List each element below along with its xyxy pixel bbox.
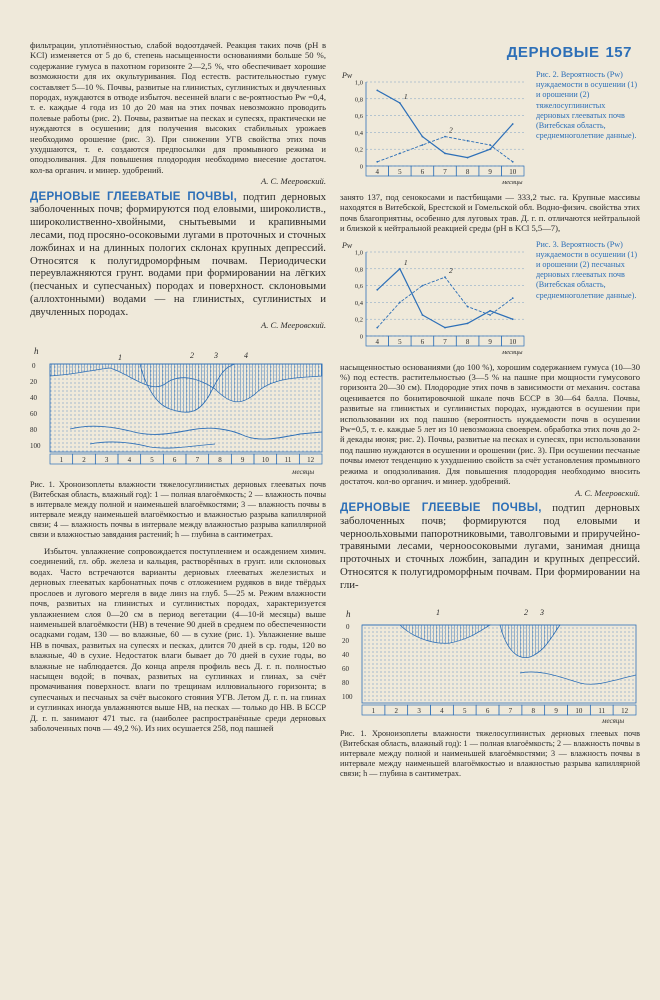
axis-h-label: h (34, 346, 39, 357)
month-tick-label: 9 (554, 707, 558, 716)
data-point (422, 136, 424, 138)
x-tick-label: 6 (420, 337, 425, 346)
curve-label: 4 (244, 351, 248, 361)
data-point (422, 284, 424, 286)
x-tick-label: 7 (443, 168, 447, 176)
y-tick-label: 0 (359, 163, 363, 171)
month-tick-label: 12 (307, 456, 315, 465)
page-number: 157 (605, 44, 632, 61)
probability-chart-fig3 (340, 240, 530, 358)
series-label: 2 (449, 265, 453, 275)
data-point (489, 310, 491, 312)
tick-label: 40 (30, 394, 37, 403)
month-tick-label: 1 (371, 707, 376, 716)
data-point (467, 140, 469, 142)
x-tick-label: 10 (509, 168, 517, 176)
data-point (512, 123, 514, 125)
series-line-2 (377, 137, 512, 162)
tick-label: 100 (30, 442, 41, 451)
paragraph-body: насыщенностью основаниями (до 100 %), хорошим содержанием гумуса (10—30 %) под естеств. растительностью (3—5 % на пашне при мощности гумусового горизонта 20—30 см). Плодородие этих почв в зависимости от механич. состава оценивается по бонитировочной шкале почв БССР в 30—64 балла. Почвы, развитые на глинистых и суглинистых породах, нуждаются в осушении при использовании их под пашню (вероятность нуждаемости почв в осушении Pw=0,5, т. е. каждые 5 лет из 10 невозможна своеврем. обработка этих почв до 2-й декады июня; рис. 2). Почвы, развитые на песках и супесях, при использовании под пашню нуждаются в осушении и орошении (рис. 3). При осушении песчаные почвы имеют тенденцию к ухудшению свойств за счёт установления промывного режима и оподзоливания. Для повышения плодородия необходимо вносить достаточ. кол-во органич. и минер. удобрений. (340, 361, 640, 487)
plot-area (362, 625, 636, 703)
x-tick-label: 9 (488, 168, 492, 176)
curve-label: 1 (436, 608, 440, 618)
data-point (489, 144, 491, 146)
tick-label: 40 (342, 651, 349, 660)
tick-label: 80 (30, 426, 37, 435)
paragraph-body: Избыточ. увлажнение сопровождается поступлением и осаждением химич. соединений, гл. обр. железа и кальция, растворённых в грунт. или склоновых водах. Часто встречаются варианты дерновых глееватых железистых и дерновых глееватых карбонатных почв с отложением рудяков в виде твёрдых прослоев и лугового мергеля в виде линз на глуб. 5—25 м. Режим влажности почв, развитых на глинистых и суглинистых породах, характеризуется увлажнением слоя 0—20 см в период вегетации (4—10-й месяцы) выше наименьшей влагоёмкости (НВ) в течение 90 дней в среднем по обеспеченности осадками годам, 130 — во влажные, 60 — в сухие (рис. 1). Увлажнение выше НВ в почвах, развитых на супесях и песках, длится 70 дней в ср. годы, 120 во влажные, 40 в сухие. Недостаток влаги бывает до 70 дней в сухие годы, во влажные не наблюдается. До конца апреля профиль весь Д. г. п. полностью насыщен водой; в почвах, развитых на суглинках и глинах, за счёт промачивания поверхност. влаги по трещинам иллювиального горизонта; в супесчаных и песчаных за счёт высокого стояния УГВ. Летом Д. г. п. на глинах и суглинках иногда увлажняются выше НВ, на песках — только до НВ. В БССР Д. г. п. занимают 471 тыс. га (наиболее распространённые среди дерновых заболоченных почв — 49,2 %). Из них осушается 258, под пашней (30, 546, 326, 733)
month-tick-label: 7 (195, 456, 200, 465)
month-tick-label: 12 (621, 707, 629, 716)
tick-label: 80 (342, 679, 349, 688)
month-tick-label: 10 (261, 456, 269, 465)
depth-ticks (30, 362, 41, 450)
series-label: 2 (449, 125, 453, 135)
month-tick-label: 9 (240, 456, 245, 465)
article-body: подтип дерновых заболоченных почв; формируются под еловыми и черноольховыми папоротниковыми, таволговыми и приручейно-травяными лесами, черноосоковыми лугами, занимая днища проточных и сточных ложбин, западин и крупных депрессий. Относятся к полугидроморфным почвам. При формировании на гли- (340, 501, 641, 591)
article-dernovye-gleevatye (30, 191, 326, 319)
y-tick-label: 1,0 (354, 79, 363, 87)
article-body: подтип дерновых заболоченных почв; формируются под еловыми, широколиств., широколиственно-хвойными, снытьевыми и крапивными лесами, под просяно-осоковыми лугами в проточных и сточных ложбинах и на длинных пологих склонах крупных депрессий. Относятся к полугидроморфным почвам. Периодически переувлажняются грунт. водами при формировании на лёгких (песчаных и супесчаных) породах и поверхност. склоновыми (аллохтонными) водами — на глинистых, суглинистых и двучленных породах. (30, 190, 326, 318)
data-point (399, 153, 401, 155)
x-tick-label: 7 (443, 337, 447, 346)
curve-labels (118, 351, 248, 362)
y-tick-label: 0 (359, 333, 363, 341)
x-tick-label: 8 (465, 337, 470, 346)
x-tick-label: 5 (398, 337, 402, 346)
author-signature: А. С. Мееровский. (574, 487, 640, 498)
data-point (376, 326, 378, 328)
months-axis-label: месяцы (602, 717, 625, 726)
axis-h-label: h (346, 609, 351, 620)
tick-label: 60 (30, 410, 37, 419)
x-tick-label: 4 (375, 337, 380, 346)
month-tick-label: 10 (575, 707, 583, 716)
month-tick-label: 3 (417, 707, 421, 716)
data-point (376, 90, 378, 92)
series-label: 1 (403, 92, 408, 101)
data-point (399, 268, 401, 270)
data-point (489, 148, 491, 150)
series-line-1 (377, 90, 512, 157)
y-tick-label: 0,6 (354, 113, 363, 121)
curve-label: 3 (540, 608, 544, 618)
curve-label: 2 (190, 351, 194, 361)
axis-pw-label: Pw (342, 71, 353, 80)
data-point (376, 161, 378, 163)
y-tick-label: 0,2 (354, 316, 363, 324)
probability-chart-fig2 (340, 70, 530, 188)
data-point (444, 276, 446, 278)
y-tick-label: 0,8 (354, 265, 363, 273)
tick-label: 20 (342, 637, 349, 646)
figure-3-caption: Рис. 3. Вероятность (Pw) нуждаемости в осушении (1) и орошении (2) песчаных дерновых глееватых почв (Витебская область, среднемноголетние данные). (536, 239, 638, 300)
month-tick-label: 4 (440, 707, 444, 716)
series-label: 1 (403, 257, 408, 267)
x-tick-label: 9 (488, 337, 492, 346)
month-tick-label: 5 (463, 707, 467, 716)
y-tick-label: 1,0 (354, 249, 363, 257)
x-tick-label: 6 (420, 168, 425, 176)
months-axis-label: месяцы (502, 348, 523, 356)
right-column (340, 40, 640, 779)
figure-2-caption: Рис. 2. Вероятность (Pw) нуждаемости в осушении (1) и орошении (2) тяжелосуглинистых дерновых глееватых почв (Витебская область, среднемноголетние данные). (536, 70, 638, 141)
data-point (422, 144, 424, 146)
header-title: ДЕРНОВЫЕ (506, 44, 600, 61)
data-point (399, 102, 401, 104)
y-tick-label: 0,2 (354, 146, 363, 154)
month-tick-label: 2 (394, 707, 398, 716)
data-point (512, 318, 514, 320)
depth-ticks (342, 623, 353, 701)
chrono-isopleth-figure-gleevye (340, 595, 640, 725)
curve-label: 2 (524, 608, 528, 618)
month-tick-label: 8 (531, 707, 535, 716)
y-tick-label: 0,6 (354, 282, 363, 290)
figure-3-block (340, 240, 640, 358)
curve-labels (436, 608, 544, 617)
data-point (467, 305, 469, 307)
figure-1-caption: Рис. 1. Хроноизоплеты влажности тяжелосуглинистых дерновых глееватых почв (Витебская область, влажный год): 1 — полная влагоёмкость; 2 — влажность почвы в интервале между полной и наименьшей влагоёмкостями; 3 — влажность почвы в интервале между наименьшей влагоёмкостью и влажностью разрыва капиллярной связи; 4 — влажность почвы в интервале между влажностью разрыва капиллярной связи и влажностью завядания растений; h — глубина в сантиметрах. (30, 480, 326, 540)
data-point (444, 136, 446, 138)
y-tick-label: 0,8 (354, 96, 363, 104)
figure-2-block (340, 70, 640, 188)
month-tick-label: 6 (485, 707, 490, 716)
data-point (399, 301, 401, 303)
chrono-isopleth-figure-1 (30, 334, 326, 476)
left-column (30, 40, 326, 733)
month-tick-label: 1 (59, 456, 64, 465)
curve-label: 1 (118, 353, 122, 363)
data-point (512, 297, 514, 299)
author-signature: А. С. Мееровский. (260, 176, 326, 187)
tick-label: 0 (346, 623, 350, 632)
axis-pw-label: Pw (342, 240, 353, 250)
article-dernovye-gleevye (340, 502, 640, 592)
tick-label: 60 (342, 665, 349, 674)
data-point (444, 326, 446, 328)
month-tick-label: 3 (104, 456, 109, 465)
curve-label: 3 (214, 351, 218, 361)
data-point (422, 314, 424, 316)
month-axis (362, 705, 636, 715)
months-axis-label: месяцы (292, 468, 315, 477)
data-point (467, 322, 469, 324)
x-tick-label: 10 (509, 337, 517, 346)
tick-label: 100 (342, 693, 353, 702)
month-tick-label: 4 (127, 456, 132, 465)
x-tick-label: 5 (398, 168, 402, 176)
x-tick-label: 4 (375, 168, 380, 176)
tick-label: 20 (30, 378, 37, 387)
month-tick-label: 7 (508, 707, 513, 716)
month-tick-label: 11 (598, 707, 606, 716)
month-axis (50, 454, 322, 464)
paragraph-continuation: фильтрации, уплотнённостью, слабой водоотдачей. Реакция таких почв (pH в KCl) изменяется от 5 до 6, степень насыщенности основаниями больше 50 %, содержание гумуса в пахотном горизонте 2—2,5 %, что обеспечивает хорошие возможности для их окультуривания. Под естеств. растительностью гумус составляет 5—10 %. Почвы, развитые на глинистых, суглинистых и двучленных породах, нуждаются в отводе избыточ. весенней влаги с ве-роятностью Pw =0,4, т. е. каждые 4 года из 10 до 20 мая на этих почвах невозможно проводить полевые работы (рис. 2). Почвы, развитые на песках и супесях, практически не нуждаются в осушении; для получения высоких стабильных урожаев необходимо орошение (рис. 3). При снижении УГВ свойства этих почв ухудшаются, т. е. создаются предпосылки для промывного режима и оподзоливания. Для повышения плодородия необходимо внесение достаточ. кол-ва органич. и минер. удобрений. (30, 40, 326, 175)
data-point (376, 289, 378, 291)
x-tick-label: 8 (465, 168, 470, 176)
month-tick-label: 2 (82, 456, 86, 465)
article-term: ДЕРНОВЫЕ ГЛЕЕВЫЕ ПОЧВЫ, (340, 501, 542, 514)
months-axis-label: месяцы (502, 179, 523, 186)
paragraph-body: занято 137, под сенокосами и пастбищами — 333,2 тыс. га. Крупные массивы находятся в Витебской, Брестской и Гомельской обл. Водно-физич. свойства этих почв благоприятны, особенно для луговых трав. Д. г. п. отличаются нейтральной и близкой к нейтральной реакцией среды (pH в KCl 5,5—7), (340, 192, 640, 234)
month-tick-label: 5 (150, 456, 154, 465)
article-term: ДЕРНОВЫЕ ГЛЕЕВАТЫЕ ПОЧВЫ, (30, 190, 238, 203)
y-tick-label: 0,4 (354, 299, 363, 307)
series-line-2 (377, 277, 512, 327)
data-point (489, 314, 491, 316)
author-signature: А. С. Мееровский. (260, 319, 326, 330)
y-tick-label: 0,4 (354, 129, 363, 137)
figure-4-caption: Рис. 1. Хроноизоплеты влажности тяжелосуглинистых дерновых глеевых почв (Витебская область, влажный год): 1 — полная влагоёмкость; 2 — влажность почвы в интервале между полной и наименьшей влагоёмкостями; 3 — влажность почвы в интервале между наименьшей влагоёмкостью и влажностью разрыва капиллярной связи; h — глубина в сантиметрах. (340, 729, 640, 779)
month-tick-label: 11 (284, 456, 292, 465)
data-point (444, 153, 446, 155)
month-tick-label: 8 (218, 456, 222, 465)
month-tick-label: 6 (172, 456, 177, 465)
tick-label: 0 (32, 362, 36, 371)
data-point (467, 157, 469, 159)
data-point (512, 161, 514, 163)
